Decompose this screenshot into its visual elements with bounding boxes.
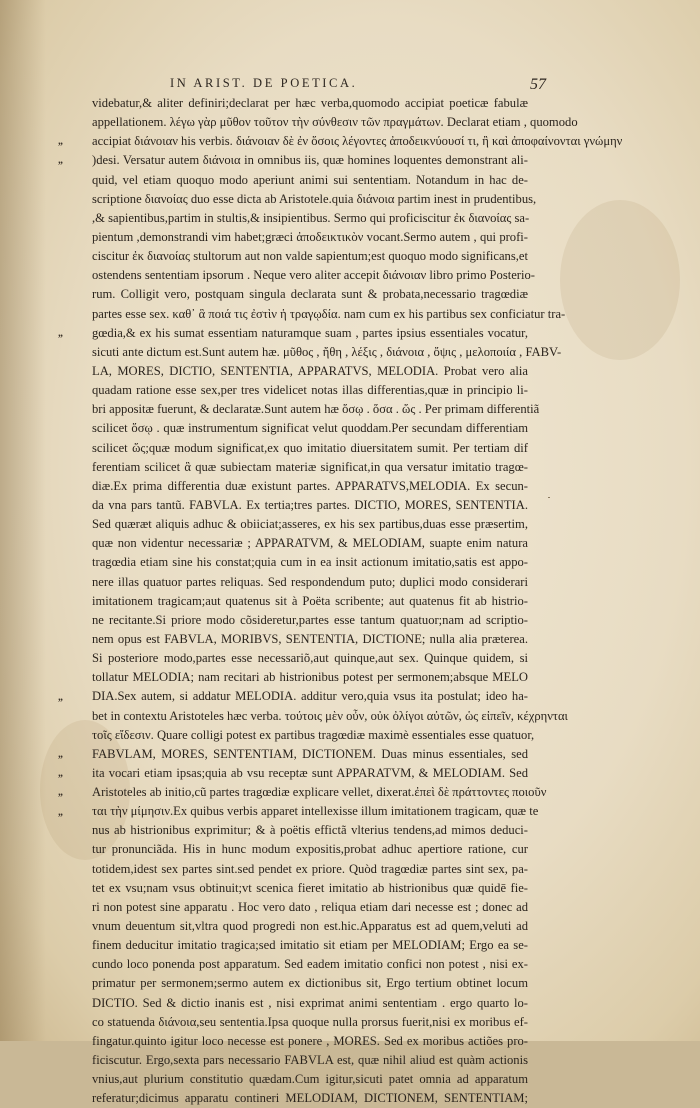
text-line: scilicet ὥς;quæ modum significat,ex quo imitatio diuersitatem sumit. Per tertiam dif	[92, 440, 528, 455]
text-line: referatur;dicimus apparatu contineri MELODIAM, DICTIONEM, SENTENTIAM;	[92, 1091, 528, 1106]
text-line: FABVLAM, MORES, SENTENTIAM, DICTIONEM. Duas minus essentiales, sed	[92, 746, 528, 761]
text-line: nus ab histrionibus exprimitur; & à poëtis effictã vlterius tendens,ad mimos deduci-	[92, 823, 528, 838]
text-line: tur pronunciãda. His in hunc modum expositis,probat adhuc apertiore ratione, cur	[92, 842, 528, 857]
text-line: co statuenda διάνοια,seu sententia.Ipsa quoque nulla prorsus fuerit,nisi ex moribus ef-	[92, 1014, 528, 1029]
margin-dash	[548, 497, 550, 498]
text-line: ri non potest sine apparatu . Hoc vero dato , reliqua etiam dari necesse est ; donec ad	[92, 899, 528, 914]
text-line: sicuti ante dictum est.Sunt autem hæ. μῦθος , ἤθη , λέξις , διάνοια , ὄψις , μελοποιία , FABV-	[92, 344, 562, 359]
text-line: totidem,idest sex partes sint.sed pendet ex priore. Quòd tragœdiæ partes sint sex, pa-	[92, 861, 528, 876]
text-line: bri appositæ fuerunt, & declaratæ.Sunt autem hæ ὅσῳ . ὅσα . ὥς . Per primam differentiã	[92, 402, 540, 417]
text-line: ficiscutur. Ergo,sexta pars necessario FABVLA est, quæ nihil aliud est quàm actionis	[92, 1053, 528, 1068]
margin-quote-mark: „	[58, 327, 62, 339]
text-line: DIA.Sex autem, si addatur MELODIA. additur vero,quia vsus ita postulat; ideo ha-	[92, 689, 528, 704]
text-line: DICTIO. Sed & dictio inanis est , nisi exprimat animi sententiam . ergo quarto lo-	[92, 995, 528, 1010]
text-line: accipiat διάνοιαν his verbis. διάνοιαν δὲ ἐν ὅσοις λέγοντες ἀποδεικνύουσί τι, ἢ καὶ ἀποφαίνονται γνώμην	[92, 134, 623, 149]
margin-quote-mark: „	[58, 136, 62, 148]
margin-quote-mark: „	[58, 749, 62, 761]
text-line: ,& sapientibus,partim in stultis,& insipientibus. Sermo qui proficiscitur ἐκ διανοίας sa-	[92, 210, 530, 225]
text-line: tet ex vsu;nam vsus obtinuit;vt scenica fieret imitatio ab histrionibus quæ quidē fie-	[92, 880, 528, 895]
text-line: nere illas quatuor partes reliquas. Sed respondendum puto; duplici modo considerari	[92, 574, 528, 589]
text-line: da vna pars tantũ. FABVLA. Ex tertia;tres partes. DICTIO, MORES, SENTENTIA.	[92, 497, 528, 512]
margin-quote-mark: „	[58, 787, 62, 799]
page-number: 57	[530, 76, 546, 93]
text-line: primatur per sermonem;sermo autem ex dictionibus sit, Ergo tertium obtinet locum	[92, 976, 528, 991]
text-line: ita vocari etiam ipsas;quia ab vsu receptæ sunt APPARATVM, & MELODIAM. Sed	[92, 765, 528, 780]
text-line: τοῖς εἴδεσιν. Quare colligi potest ex partibus tragœdiæ maximè essentiales esse quatuor,	[92, 727, 535, 742]
text-line: scriptione διανοίας duo esse dicta ab Aristotele.quia διάνοια partim inest in prudentibus,	[92, 191, 537, 206]
text-line: Sed quæræt aliquis adhuc & obiiciat;asseres, ex his sex partibus,duas esse præsertim,	[92, 517, 528, 532]
text-line: quæ non videntur necessariæ ; APPARATVM, & MELODIAM, suapte enim natura	[92, 536, 528, 551]
margin-quote-mark: „	[58, 155, 62, 167]
text-line: vnius,aut plurium constitutio quædam.Cum igitur,sicuti patet omnia ad apparatum	[92, 1072, 528, 1087]
text-line: rum. Colligit vero, postquam singula declarata sunt & probata,necessario tragœdiæ	[92, 287, 528, 302]
text-line: vnum deuentum sit,vltra quod progredi non est.hic.Apparatus est ad quem,veluti ad	[92, 919, 528, 934]
margin-quote-mark: „	[58, 691, 62, 703]
text-line: Aristoteles ab initio,cũ partes tragœdiæ explicare vellet, dixerat.ἐπεὶ δὲ πράττοντες ποιοῦν	[92, 785, 547, 800]
text-line: bet in contextu Aristoteles hæc verba. τούτοις μὲν οὖν, οὐκ ὀλίγοι αὐτῶν, ὡς εἰπεῖν, κέχρηνται	[92, 708, 568, 723]
text-line: nem opus est FABVLA, MORIBVS, SENTENTIA, DICTIONE; nulla alia præterea.	[92, 631, 528, 646]
text-line: imitationem tragicam;aut quatenus sit à Poëta scribente; aut quatenus fit ab histrio-	[92, 593, 528, 608]
text-line: )desi. Versatur autem διάνοια in omnibus iis, quæ homines loquentes demonstrant ali-	[92, 153, 528, 168]
running-head: IN ARIST. DE POETICA.	[170, 76, 358, 90]
text-line: pientum ,demonstrandi vim habet;græci ἀποδεικτικὸν vocant.Sermo autem , qui profi-	[92, 229, 528, 244]
text-line: partes esse sex. καθ᾽ ἃ ποιά τις ἐστὶν ἡ τραγῳδία. nam cum ex his partibus sex conficiatur tra-	[92, 306, 566, 321]
text-line: scilicet ὅσῳ . quæ instrumentum significat velut quoddam.Per secundam differentiam	[92, 421, 528, 436]
text-line: fingatur.quinto igitur loco necesse est ponere , MORES. Sed ex moribus actiões pro-	[92, 1033, 528, 1048]
text-line: appellationem. λέγω γὰρ μῦθον τοῦτον τὴν σύνθεσιν τῶν πραγμάτων. Declarat etiam , quomodo	[92, 115, 578, 130]
text-line: LA, MORES, DICTIO, SENTENTIA, APPARATVS, MELODIA. Probat vero alia	[92, 363, 528, 378]
paper-stain	[560, 200, 680, 360]
text-line: diæ.Ex prima differentia duæ existunt partes. APPARATVS,MELODIA. Ex secun-	[92, 478, 528, 493]
text-line: quid, vel etiam quoquo modo aperiunt animi sui sententiam. Notandum in hac de-	[92, 172, 528, 187]
margin-quote-mark: „	[58, 768, 62, 780]
margin-quote-mark: „	[58, 806, 62, 818]
text-line: gœdia,& ex his sumat essentiam naturamque suam , partes ipsius essentiales vocatur,	[92, 325, 528, 340]
text-line: videbatur,& aliter definiri;declarat per hæc verba,quomodo accipiat poeticæ fabulæ	[92, 96, 528, 110]
text-line: Si posteriore modo,partes esse necessariõ,aut quinque,aut sex. Quinque quidem, si	[92, 651, 528, 666]
text-line: ostendens sententiam ipsorum . Neque vero aliter accepit διάνοιαν libro primo Posterio-	[92, 268, 535, 283]
text-line: finem deducitur imitatio tragica;sed imitatio sit etiam per MELODIAM; Ergo ea se-	[92, 938, 528, 953]
text-line: ferentiam scilicet ἃ quæ subiectam materiæ significat,in qua versatur imitatio tragœ-	[92, 459, 528, 474]
text-line: quadam ratione esse sex,per tres videlicet notas illas differentias,quæ in principio li-	[92, 383, 528, 398]
text-line: tollatur MELODIA; nam recitari ab histrionibus potest per sermonem;absque MELO	[92, 670, 528, 685]
gutter-shadow	[0, 0, 46, 1041]
text-line: tragœdia etiam sine his constat;quia cum in ea insit actionum imitatio,satis est appo-	[92, 555, 528, 570]
text-line: ται τὴν μίμησιν.Ex quibus verbis apparet intellexisse illum imitationem tragicam, quæ te	[92, 804, 539, 819]
body-text	[92, 94, 623, 1108]
text-line: ciscitur ἐκ διανοίας stultorum aut non valde sapientum;est quoquo modo significans,et	[92, 249, 528, 264]
text-line: ne recitante.Si priore modo cõsideretur,partes esse tantum quatuor;nam ad scriptio-	[92, 612, 528, 627]
text-line: cundo loco ponenda post apparatum. Sed eadem imitatio confici non potest , nisi ex-	[92, 957, 528, 972]
